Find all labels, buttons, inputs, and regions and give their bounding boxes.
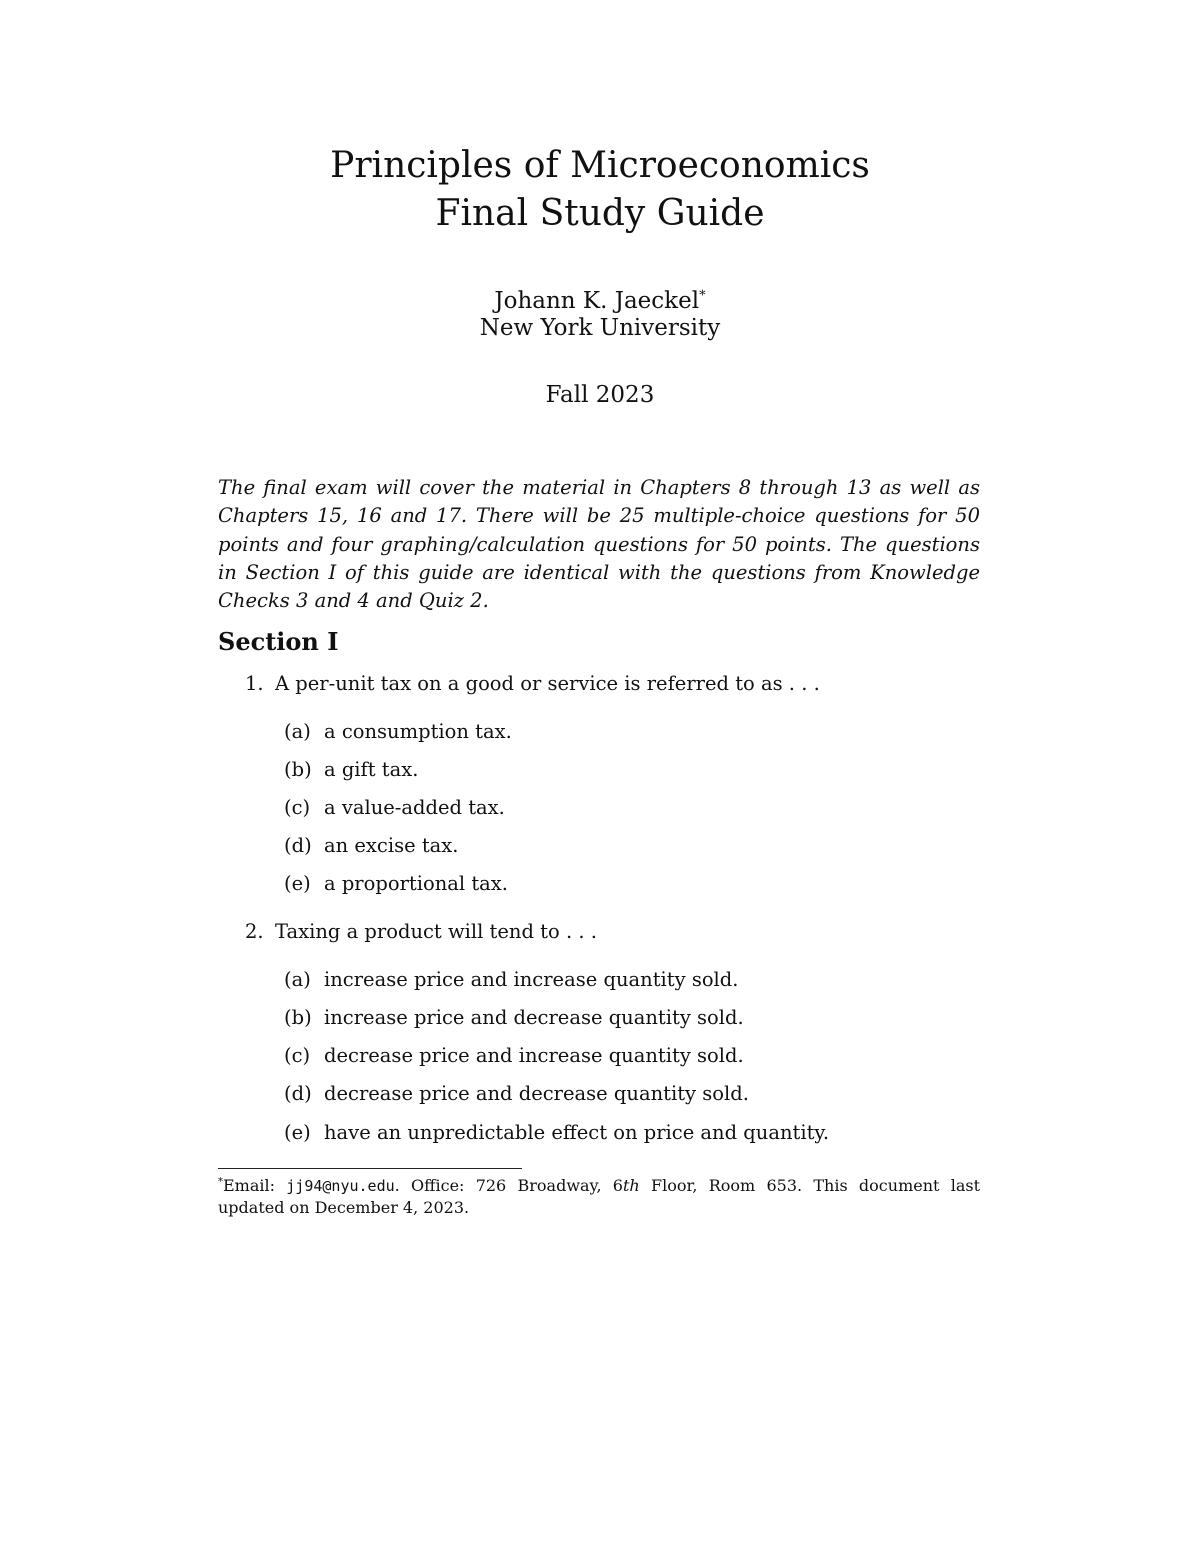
- option-label: (a): [284, 968, 311, 991]
- question-2-option-b: [284, 1005, 744, 1031]
- author-institution: New York University: [479, 315, 721, 341]
- title-line-2: Final Study Guide: [435, 193, 765, 234]
- footnote-office-rest: Floor, Room 653. This document last updated on December 4, 2023.: [218, 1176, 981, 1217]
- option-text: have an unpredictable effect on price and quantity.: [324, 1121, 830, 1144]
- footnote-office-text: . Office: 726 Broadway, 6: [394, 1176, 623, 1195]
- option-label: (e): [284, 872, 311, 895]
- question-1-option-b: [284, 757, 418, 783]
- option-label: (d): [284, 1082, 312, 1105]
- option-text: a consumption tax.: [324, 720, 512, 743]
- option-text: an excise tax.: [324, 834, 459, 857]
- question-1-option-a: [284, 719, 512, 745]
- question-2: [245, 919, 597, 945]
- footnote-email-label: Email:: [223, 1176, 287, 1195]
- question-1-option-c: [284, 795, 505, 821]
- question-1-option-d: [284, 833, 458, 859]
- document-title: [0, 142, 1200, 238]
- option-label: (d): [284, 834, 312, 857]
- author-footnote-mark: *: [699, 288, 706, 304]
- author-name: Johann K. Jaeckel: [494, 288, 700, 314]
- option-label: (e): [284, 1121, 311, 1144]
- question-number: 2.: [245, 920, 264, 943]
- question-number: 1.: [245, 672, 264, 695]
- option-label: (a): [284, 720, 311, 743]
- option-text: a value-added tax.: [324, 796, 505, 819]
- question-1-option-e: [284, 871, 508, 897]
- question-2-option-e: [284, 1120, 829, 1146]
- option-text: a gift tax.: [324, 758, 419, 781]
- option-label: (c): [284, 1044, 311, 1067]
- footnote-mark: *: [218, 1176, 223, 1188]
- option-label: (b): [284, 1006, 312, 1029]
- option-text: increase price and decrease quantity sold.: [324, 1006, 744, 1029]
- author-block: [0, 288, 1200, 342]
- footnote-ordinal-suffix: th: [623, 1176, 640, 1195]
- footnote-email[interactable]: jj94@nyu.edu: [286, 1177, 395, 1195]
- question-2-option-d: [284, 1081, 749, 1107]
- footnote-divider: [218, 1168, 522, 1169]
- option-text: increase price and increase quantity sold.: [324, 968, 739, 991]
- option-label: (b): [284, 758, 312, 781]
- question-text: A per-unit tax on a good or service is referred to as . . .: [275, 672, 820, 695]
- question-2-option-a: [284, 967, 738, 993]
- section-heading: Section I: [218, 627, 339, 656]
- document-date: Fall 2023: [545, 382, 655, 408]
- option-label: (c): [284, 796, 311, 819]
- question-1: [245, 671, 820, 697]
- option-text: a proportional tax.: [324, 872, 509, 895]
- abstract-paragraph: The final exam will cover the material in Chapters 8 through 13 as well as Chapters 15, 16 and 17. There will be 25 multiple-choice questions for 50 points and four graphing/calculation questions for 50 points. The questions in Section I of this guide are identical with the questions from Knowledge Checks 3 and 4 and Quiz 2.: [218, 476, 980, 613]
- footnote: [218, 1175, 980, 1219]
- option-text: decrease price and decrease quantity sold.: [324, 1082, 749, 1105]
- question-2-option-c: [284, 1043, 744, 1069]
- author-name-line: [0, 288, 1200, 315]
- option-text: decrease price and increase quantity sold.: [324, 1044, 744, 1067]
- title-line-1: Principles of Microeconomics: [330, 145, 870, 186]
- question-text: Taxing a product will tend to . . .: [275, 920, 597, 943]
